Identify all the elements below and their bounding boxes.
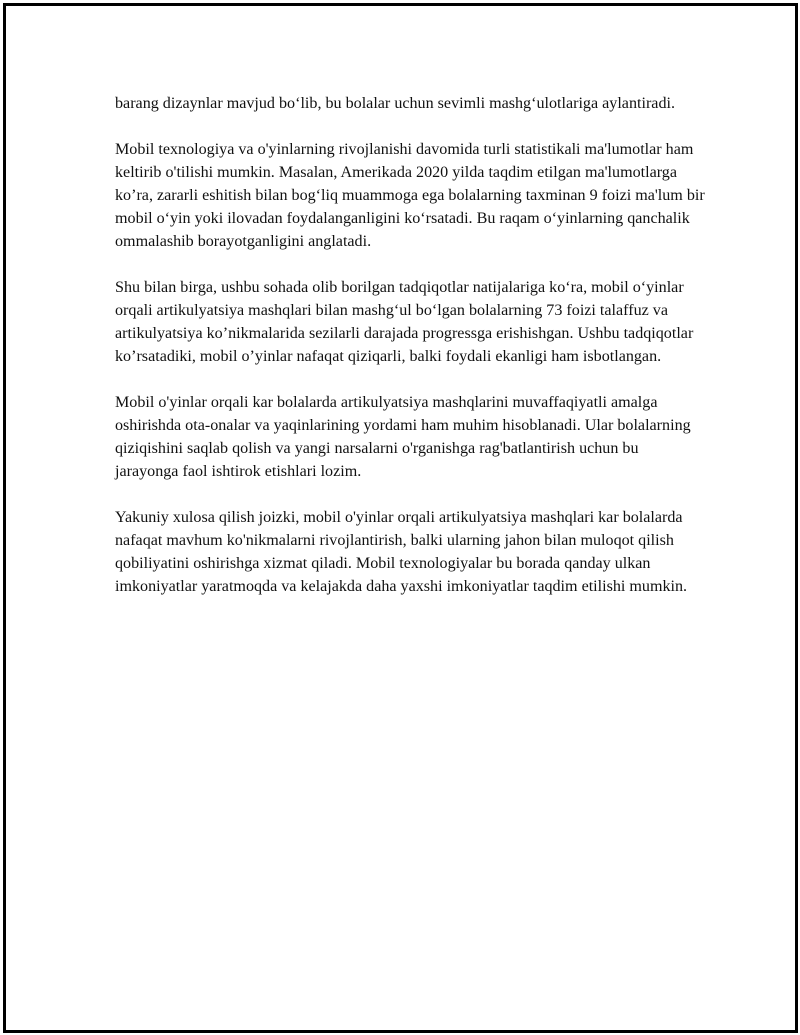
paragraph-1: barang dizaynlar mavjud bo‘lib, bu bolalar uchun sevimli mashg‘ulotlariga aylantiradi. <box>115 95 675 112</box>
paragraph-5: Yakuniy xulosa qilish joizki, mobil o'yinlar orqali artikulyatsiya mashqlari kar bolalarda nafaqat mavhum ko'nikmalarni rivojlantirish, balki ularning jahon bilan muloqot qilish qobiliyatini oshirishga xizmat qiladi. Mobil texnologiyalar bu borada qanday ulkan imkoniyatlar yaratmoqda va kelajakda daha yaxshi imkoniyatlar taqdim etilishi mumkin. <box>115 509 688 595</box>
paragraph-2: Mobil texnologiya va o'yinlarning rivojlanishi davomida turli statistikali ma'lumotlar ham keltirib o'tilishi mumkin. Masalan, Amerikada 2020 yilda taqdim etilgan ma'lumotlarga ko’ra, zararli eshitish bilan bog‘liq muammoga ega bolalarning taxminan 9 foizi ma'lum bir mobil o‘yin yoki ilovadan foydalanganligini ko‘rsatadi. Bu raqam o‘yinlarning qanchalik ommalashib borayotganligini anglatadi. <box>115 141 705 250</box>
paragraph-4: Mobil o'yinlar orqali kar bolalarda artikulyatsiya mashqlarini muvaffaqiyatli amalga oshirishda ota-onalar va yaqinlarining yordami ham muhim hisoblanadi. Ular bolalarning qiziqishini saqlab qolish va yangi narsalarni o'rganishga rag'batlantirish uchun bu jarayonga faol ishtirok etishlari lozim. <box>115 394 691 480</box>
paragraph-3: Shu bilan birga, ushbu sohada olib borilgan tadqiqotlar natijalariga ko‘ra, mobil o‘yinlar orqali artikulyatsiya mashqlari bilan mashg‘ul bo‘lgan bolalarning 73 foizi talaffuz va artikulyatsiya ko’nikmalarida sezilarli darajada progressga erishishgan. Ushbu tadqiqotlar ko’rsatadiki, mobil o’yinlar nafaqat qiziqarli, balki foydali ekanligi ham isbotlangan. <box>115 279 694 365</box>
document-body <box>115 92 705 621</box>
